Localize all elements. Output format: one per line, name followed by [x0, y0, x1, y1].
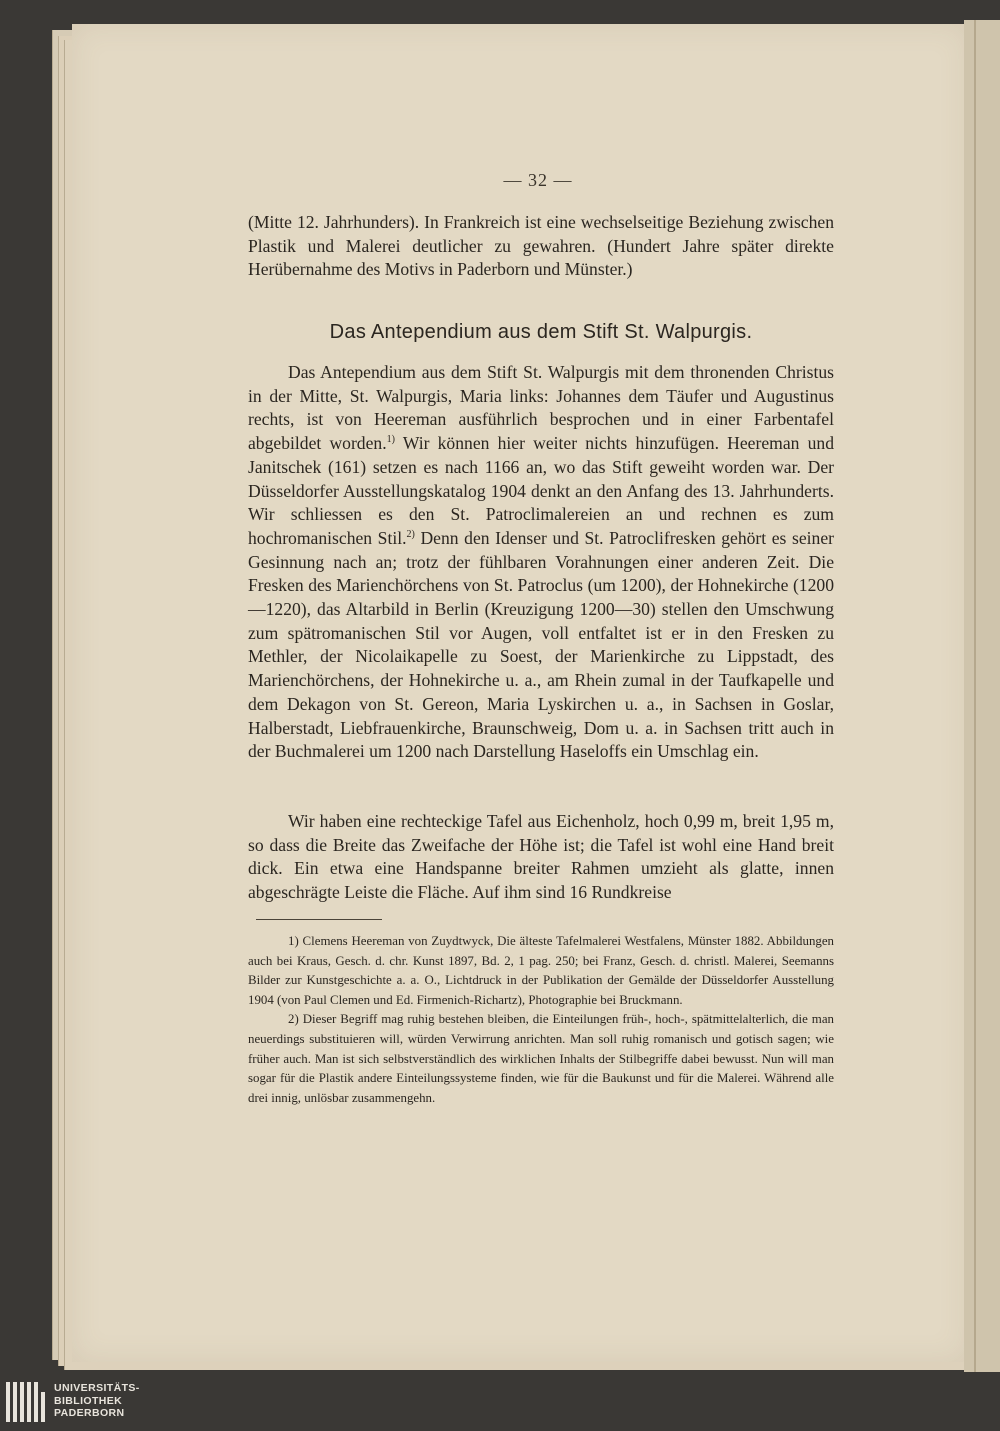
intro-paragraph — [248, 211, 834, 282]
footnotes — [248, 932, 834, 1108]
library-footer-bar — [0, 1376, 1000, 1431]
intro-text: (Mitte 12. Jahrhunders). In Frankreich ist eine wechselseitige Beziehung zwischen Plastik und Malerei deutlicher zu gewahren. (Hundert Jahre später direkte Herübernahme des Motivs in Paderborn und Münster.) — [248, 212, 834, 280]
footnote-divider — [256, 919, 382, 920]
library-name-line-1: UNIVERSITÄTS- — [54, 1382, 140, 1394]
library-name — [54, 1382, 140, 1420]
paragraph-1-part-2: Wir können hier weiter nichts hinzufügen. Heereman und Janitschek (161) setzen es nach 1166 an, wo das Stift geweiht worden war. Der Düsseldorfer Ausstellungskatalog 1904 denkt an den Anfang des 13. Jahrhunderts. Wir schliessen es den St. Patroclimalereien an und rechnen es zum hochromanischen Stil. — [248, 433, 835, 548]
footnote-1-text: 1) Clemens Heereman von Zuydtwyck, Die älteste Tafelmalerei Westfalens, Münster 1882. Abbildungen auch bei Kraus, Gesch. d. chr. Kunst 1897, Bd. 2, 1 pag. 250; bei Franz, Gesch. d. christl. Malerei, Seemanns Bilder zur Kunstgeschichte a. a. O., Lichtdruck in der Publikation der Gemälde der Düsseldorfer Ausstellung 1904 (von Paul Clemen und Ed. Firmenich-Richartz), Photographie bei Bruckmann. — [248, 934, 834, 1007]
footnote-2-text: 2) Dieser Begriff mag ruhig bestehen bleiben, die Einteilungen früh-, hoch-, spätmittelalterlich, die man neuerdings substituieren will, würden Verwirrung anrichten. Man soll ruhig romanisch und gotisch sagen; wie früher auch. Man ist sich selbstverständlich des wirklichen Inhalts der Stilbegriffe dabei bewusst. Nun will man sogar für die Plastik andere Einteilungssysteme finden, wie für die Baukunst und für die Malerei. Während alle drei innig, unlösbar zusammengehn. — [248, 1012, 834, 1105]
footnote-ref-2: 2) — [406, 529, 415, 541]
paragraph-1-part-3: Denn den Idenser und St. Patroclifresken gehört es seiner Gesinnung nach an; trotz der fühlbaren Vorahnungen einer anderen Zeit. Die Fresken des Marienchörchens von St. Patroclus (um 1200), der Hohnekirche (1200—1220), das Altarbild in Berlin (Kreuzigung 1200—30) stellen den Umschwung zum spätromanischen Stil vor Augen, voll entfaltet ist er in den Fresken zu Methler, der Nicolaikapelle zu Soest, der Marienkirche zu Lippstadt, des Marienchörchens, der Hohnekirche u. a., am Rhein zumal in der Taufkapelle und dem Dekagon von St. Gereon, Maria Lyskirchen u. a., in Sachsen in Goslar, Halberstadt, Liebfrauenkirche, Braunschweig, Dom u. a. in Sachsen tritt auch in der Buchmalerei um 1200 nach Darstellung Haseloffs ein Umschlag ein. — [248, 527, 834, 762]
library-name-line-3: PADERBORN — [54, 1407, 125, 1419]
paragraph-1-part-1: Das Antependium aus dem Stift St. Walpurgis mit dem thronenden Christus in der Mitte, St. Walpurgis, Maria links: Johannes dem Täufer und Augustinus rechts, ist von Heereman ausführlich besprochen und in einer Farbentafel abgebildet worden. — [248, 362, 834, 454]
footnote-2 — [248, 1010, 834, 1108]
footnote-ref-1: 1) — [386, 434, 395, 446]
footnote-1 — [248, 932, 834, 1010]
next-page-edge — [964, 20, 1000, 1372]
library-name-line-2: BIBLIOTHEK — [54, 1394, 123, 1407]
section-title: Das Antependium aus dem Stift St. Walpurgis. — [329, 321, 753, 343]
paragraph-2 — [248, 810, 834, 905]
paragraph-2-text: Wir haben eine rechteckige Tafel aus Eichenholz, hoch 0,99 m, breit 1,95 m, so dass die Breite das Zweifache der Höhe ist; die Tafel ist wohl eine Hand breit dick. Ein etwa eine Handspanne breiter Rahmen umzieht als glatte, innen abgeschrägte Leiste die Fläche. Auf ihm sind 16 Rundkreise — [248, 811, 834, 903]
second-paragraph — [248, 810, 834, 905]
main-paragraph — [248, 361, 834, 764]
paragraph-1 — [248, 361, 834, 764]
page-number: — 32 — — [503, 170, 573, 190]
library-logo-icon — [6, 1382, 50, 1422]
